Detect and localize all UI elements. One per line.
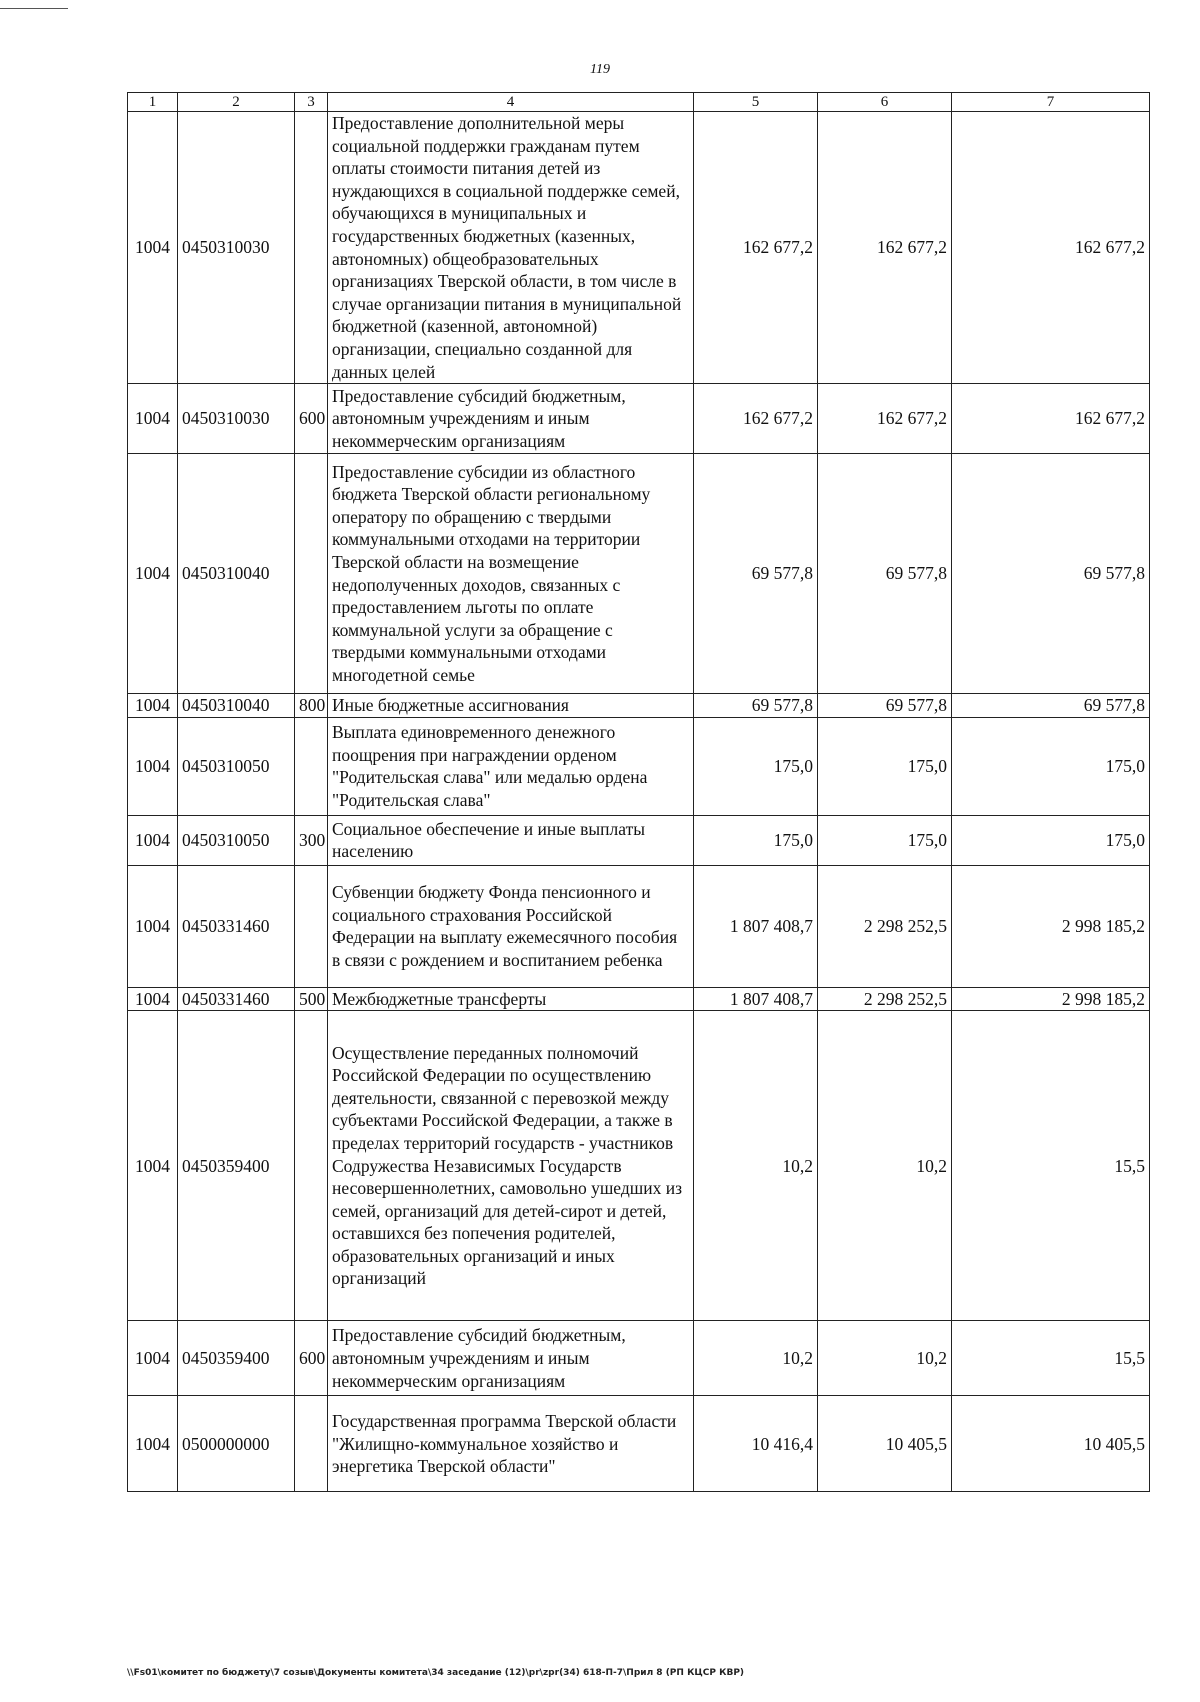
amount-col-7: 175,0 bbox=[952, 717, 1150, 815]
item-name: Предоставление субсидий бюджетным, автономным учреждениям и иным некоммерческим организациям bbox=[328, 1321, 694, 1396]
section-code: 1004 bbox=[128, 1011, 178, 1321]
expense-type-code: 600 bbox=[295, 384, 328, 454]
expense-type-code bbox=[295, 1396, 328, 1492]
item-name: Субвенции бюджету Фонда пенсионного и социального страхования Российской Федерации на выплату ежемесячного пособия в связи с рождением и воспитанием ребенка bbox=[328, 865, 694, 987]
item-name: Предоставление субсидии из областного бюджета Тверской области региональному оператору по обращению с твердыми коммунальными отходами на территории Тверской области на возмещение недополученных доходов, связанных с предоставлением льготы по оплате коммунальной услуги за обращение с твердыми коммунальными отходами многодетной семье bbox=[328, 454, 694, 694]
amount-col-6: 175,0 bbox=[818, 815, 952, 865]
target-article-code: 0450359400 bbox=[178, 1321, 295, 1396]
amount-col-6: 10 405,5 bbox=[818, 1396, 952, 1492]
target-article-code: 0450359400 bbox=[178, 1011, 295, 1321]
item-name: Предоставление дополнительной меры социальной поддержки гражданам путем оплаты стоимости питания детей из нуждающихся в социальной поддержке семей, обучающихся в муниципальных и государственных бюджетных (казенных, автономных) общеобразовательных организациях Тверской области, в том числе в случае организации питания в муниципальной бюджетной (казенной, автономной) организации, специально созданной для данных целей bbox=[328, 112, 694, 384]
target-article-code: 0450310040 bbox=[178, 694, 295, 718]
table-row bbox=[128, 1011, 1150, 1321]
table-row bbox=[128, 1396, 1150, 1492]
amount-col-7: 69 577,8 bbox=[952, 694, 1150, 718]
header-col-2: 2 bbox=[178, 93, 295, 112]
corner-rule bbox=[0, 8, 68, 9]
amount-col-6: 10,2 bbox=[818, 1321, 952, 1396]
header-col-4: 4 bbox=[328, 93, 694, 112]
amount-col-6: 69 577,8 bbox=[818, 454, 952, 694]
expense-type-code bbox=[295, 717, 328, 815]
page-number: 119 bbox=[590, 62, 610, 77]
amount-col-7: 15,5 bbox=[952, 1321, 1150, 1396]
file-path-footer: \\Fs01\комитет по бюджету\7 созыв\Документы комитета\34 заседание (12)\pr\zpr(34) 618-П-7\Прил 8 (РП КЦСР КВР) bbox=[127, 1668, 745, 1678]
target-article-code: 0450310050 bbox=[178, 717, 295, 815]
header-col-3: 3 bbox=[295, 93, 328, 112]
amount-col-6: 2 298 252,5 bbox=[818, 987, 952, 1011]
header-row bbox=[128, 93, 1150, 112]
item-name: Социальное обеспечение и иные выплаты населению bbox=[328, 815, 694, 865]
amount-col-5: 1 807 408,7 bbox=[694, 987, 818, 1011]
table-row bbox=[128, 384, 1150, 454]
item-name: Государственная программа Тверской области "Жилищно-коммунальное хозяйство и энергетика Тверской области" bbox=[328, 1396, 694, 1492]
header-col-7: 7 bbox=[952, 93, 1150, 112]
amount-col-6: 10,2 bbox=[818, 1011, 952, 1321]
amount-col-7: 162 677,2 bbox=[952, 384, 1150, 454]
amount-col-5: 69 577,8 bbox=[694, 694, 818, 718]
amount-col-5: 162 677,2 bbox=[694, 384, 818, 454]
amount-col-7: 69 577,8 bbox=[952, 454, 1150, 694]
table-row bbox=[128, 454, 1150, 694]
section-code: 1004 bbox=[128, 987, 178, 1011]
amount-col-5: 162 677,2 bbox=[694, 112, 818, 384]
table-row bbox=[128, 1321, 1150, 1396]
target-article-code: 0450310040 bbox=[178, 454, 295, 694]
item-name: Иные бюджетные ассигнования bbox=[328, 694, 694, 718]
section-code: 1004 bbox=[128, 1321, 178, 1396]
target-article-code: 0450310030 bbox=[178, 112, 295, 384]
target-article-code: 0450331460 bbox=[178, 987, 295, 1011]
budget-table bbox=[127, 92, 1150, 1492]
target-article-code: 0450331460 bbox=[178, 865, 295, 987]
expense-type-code: 600 bbox=[295, 1321, 328, 1396]
section-code: 1004 bbox=[128, 454, 178, 694]
target-article-code: 0500000000 bbox=[178, 1396, 295, 1492]
amount-col-7: 2 998 185,2 bbox=[952, 987, 1150, 1011]
section-code: 1004 bbox=[128, 865, 178, 987]
amount-col-7: 175,0 bbox=[952, 815, 1150, 865]
section-code: 1004 bbox=[128, 1396, 178, 1492]
table-row bbox=[128, 694, 1150, 718]
header-col-1: 1 bbox=[128, 93, 178, 112]
table-row bbox=[128, 865, 1150, 987]
amount-col-6: 162 677,2 bbox=[818, 384, 952, 454]
expense-type-code bbox=[295, 865, 328, 987]
expense-type-code: 800 bbox=[295, 694, 328, 718]
amount-col-6: 175,0 bbox=[818, 717, 952, 815]
amount-col-7: 2 998 185,2 bbox=[952, 865, 1150, 987]
amount-col-5: 1 807 408,7 bbox=[694, 865, 818, 987]
table-row bbox=[128, 815, 1150, 865]
target-article-code: 0450310030 bbox=[178, 384, 295, 454]
expense-type-code bbox=[295, 1011, 328, 1321]
header-col-5: 5 bbox=[694, 93, 818, 112]
amount-col-5: 69 577,8 bbox=[694, 454, 818, 694]
table-row bbox=[128, 987, 1150, 1011]
item-name: Выплата единовременного денежного поощрения при награждении орденом "Родительская слава" или медалью ордена "Родительская слава" bbox=[328, 717, 694, 815]
section-code: 1004 bbox=[128, 112, 178, 384]
amount-col-5: 10 416,4 bbox=[694, 1396, 818, 1492]
amount-col-7: 15,5 bbox=[952, 1011, 1150, 1321]
expense-type-code: 300 bbox=[295, 815, 328, 865]
amount-col-6: 2 298 252,5 bbox=[818, 865, 952, 987]
expense-type-code: 500 bbox=[295, 987, 328, 1011]
amount-col-5: 10,2 bbox=[694, 1321, 818, 1396]
item-name: Предоставление субсидий бюджетным, автономным учреждениям и иным некоммерческим организациям bbox=[328, 384, 694, 454]
amount-col-7: 162 677,2 bbox=[952, 112, 1150, 384]
amount-col-6: 162 677,2 bbox=[818, 112, 952, 384]
amount-col-5: 10,2 bbox=[694, 1011, 818, 1321]
amount-col-7: 10 405,5 bbox=[952, 1396, 1150, 1492]
amount-col-5: 175,0 bbox=[694, 717, 818, 815]
section-code: 1004 bbox=[128, 384, 178, 454]
expense-type-code bbox=[295, 454, 328, 694]
table-row bbox=[128, 717, 1150, 815]
header-col-6: 6 bbox=[818, 93, 952, 112]
section-code: 1004 bbox=[128, 694, 178, 718]
amount-col-6: 69 577,8 bbox=[818, 694, 952, 718]
item-name: Осуществление переданных полномочий Российской Федерации по осуществлению деятельности, связанной с перевозкой между субъектами Российской Федерации, а также в пределах территорий государств - участников Содружества Независимых Государств несовершеннолетних, самовольно ушедших из семей, организаций для детей-сирот и детей, оставшихся без попечения родителей, образовательных организаций и иных организаций bbox=[328, 1011, 694, 1321]
section-code: 1004 bbox=[128, 815, 178, 865]
target-article-code: 0450310050 bbox=[178, 815, 295, 865]
amount-col-5: 175,0 bbox=[694, 815, 818, 865]
table-row bbox=[128, 112, 1150, 384]
item-name: Межбюджетные трансферты bbox=[328, 987, 694, 1011]
section-code: 1004 bbox=[128, 717, 178, 815]
expense-type-code bbox=[295, 112, 328, 384]
